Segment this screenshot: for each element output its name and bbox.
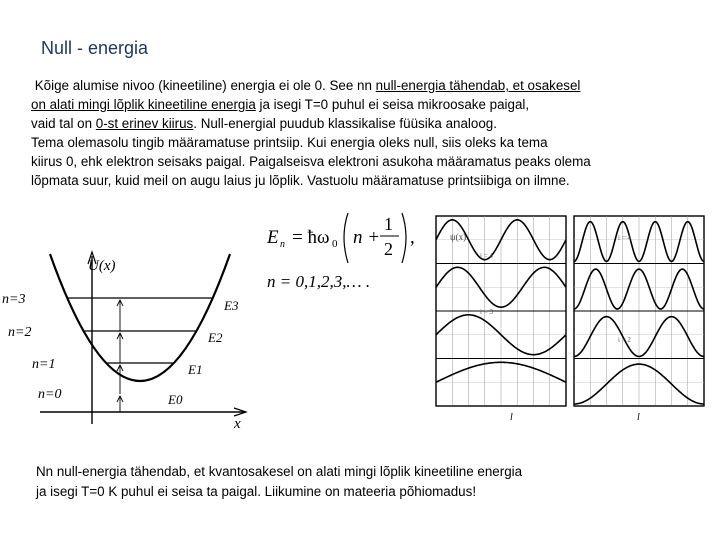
formula-n-plus: n +	[353, 227, 381, 248]
formula-omega-sub: 0	[332, 238, 338, 250]
page-title: Null - energia	[41, 38, 149, 58]
formula-numerator: 1	[384, 214, 393, 234]
level-label-1: n=1	[32, 357, 56, 372]
row-label-right-4: i = 4	[618, 234, 631, 242]
right-paren	[402, 213, 406, 263]
paragraph-text: ja isegi T=0 puhul ei seisa mikroosake paigal,	[255, 97, 530, 112]
row-label-right-2: i = 2	[618, 336, 631, 344]
row-label-3: i = 3	[480, 308, 493, 316]
underlined-text: 0-st erinev kiirus	[95, 116, 194, 131]
potential-well-diagram	[0, 248, 262, 434]
formula-e-sub: n	[280, 239, 285, 250]
formula-e: E	[267, 227, 279, 248]
paragraph-line-3	[31, 114, 711, 133]
paragraph-line-2	[31, 95, 711, 114]
energy-label-2: E2	[208, 330, 223, 345]
paragraph-text: Kõige alumise nivoo (kineetiline) energia ei ole 0. See nn	[34, 78, 376, 93]
level-label-0: n=0	[38, 387, 62, 402]
x-axis-label: x	[234, 416, 241, 432]
y-axis-label: U(x)	[88, 258, 116, 274]
energy-label-1: E1	[188, 362, 203, 377]
formula-hbar-omega: = ħω	[292, 227, 330, 248]
row-label-4: i = 4	[480, 252, 493, 260]
paragraph-line-1	[31, 76, 711, 95]
main-paragraph	[31, 76, 711, 190]
level-label-3: n=3	[2, 292, 26, 307]
energy-formula	[262, 205, 432, 300]
potential-parabola	[50, 254, 230, 381]
conclusion-line-1: Nn null-energia tähendab, et kvantosakesel on alati mingi lõplik kineetiline energia	[36, 464, 523, 479]
formula-n-values: n = 0,1,2,3,… .	[267, 272, 371, 291]
wavefunction-panel-left	[436, 216, 566, 406]
formula-denominator: 2	[384, 239, 393, 259]
paragraph-line-6: lõpmata suur, kuid meil on augu laius ju lõplik. Vastuolu määramatuse printsiibiga on ilmne.	[31, 173, 570, 188]
formula-comma: ,	[410, 227, 415, 248]
paragraph-line-4: Tema olemasolu tingib määramatuse printsiip. Kui energia oleks null, siis oleks ka tema	[31, 135, 548, 150]
wavefunction-panel-right	[574, 216, 704, 406]
level-label-2: n=2	[8, 325, 32, 340]
width-label-right: l	[637, 412, 640, 423]
energy-label-3: E3	[224, 298, 239, 313]
underlined-text: null-energia tähendab, et osakesel	[375, 78, 581, 93]
paragraph-line-5: kiirus 0, ehk elektron seisaks paigal. Paigalseisva elektroni asukoha määramatus peaks olema	[31, 154, 591, 169]
conclusion-text	[36, 462, 522, 502]
conclusion-line-2: ja isegi T=0 K puhul ei seisa ta paigal. Liikumine on mateeria põhiomadus!	[36, 484, 477, 499]
paragraph-text: vaid tal on	[31, 116, 96, 131]
underlined-text: on alati mingi lõplik kineetiline energia	[31, 97, 256, 112]
paragraph-text: . Null-energial puudub klassikalise füüsika analoog.	[193, 116, 497, 131]
energy-label-0: E0	[168, 392, 183, 407]
left-paren	[344, 213, 348, 263]
wavefunction-figure	[432, 212, 708, 432]
psi-label: ψ(x)	[450, 232, 467, 242]
width-label-left: l	[510, 412, 513, 423]
